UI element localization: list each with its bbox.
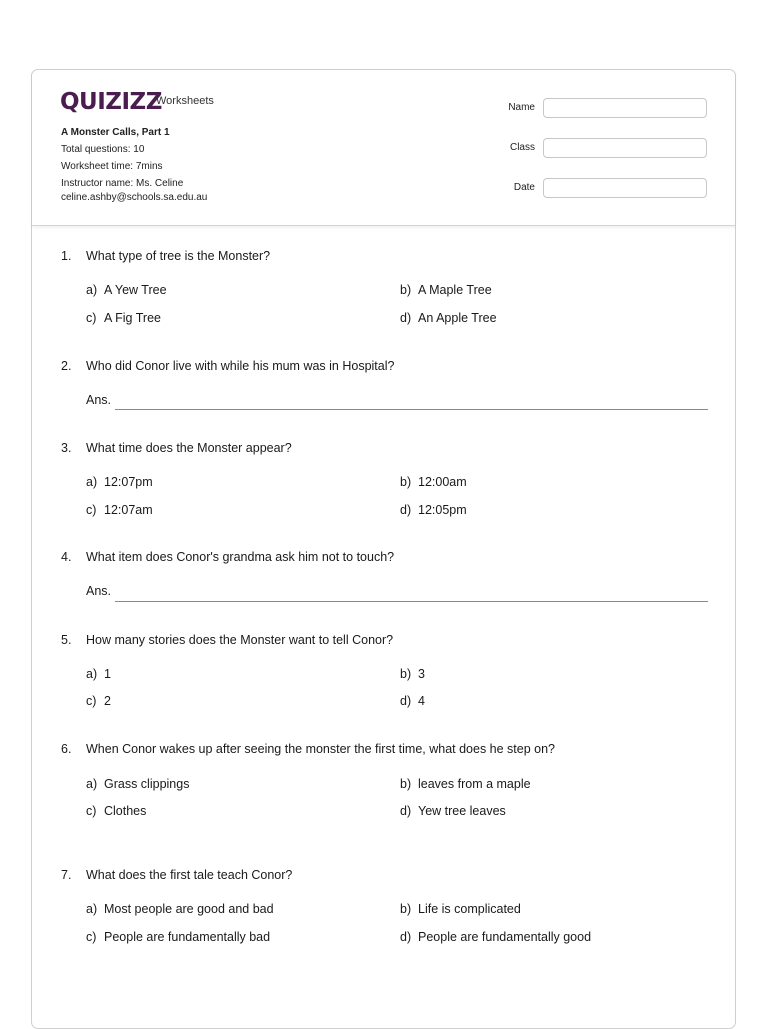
option-letter: b) bbox=[400, 902, 412, 916]
option-text: Most people are good and bad bbox=[104, 902, 274, 916]
answer-line-4[interactable] bbox=[115, 601, 708, 602]
option-letter: c) bbox=[86, 503, 97, 517]
worksheet-time: Worksheet time: 7mins bbox=[61, 161, 163, 172]
total-questions: Total questions: 10 bbox=[61, 144, 145, 155]
name-label: Name bbox=[508, 102, 535, 113]
option-7d[interactable] bbox=[400, 930, 591, 944]
option-6c[interactable] bbox=[86, 804, 146, 818]
question-number: 1. bbox=[61, 249, 72, 263]
option-3d[interactable] bbox=[400, 503, 467, 517]
option-text: People are fundamentally good bbox=[418, 930, 592, 944]
option-6b[interactable] bbox=[400, 777, 531, 791]
option-text: 1 bbox=[104, 667, 111, 681]
option-letter: a) bbox=[86, 667, 98, 681]
option-6a[interactable] bbox=[86, 777, 189, 791]
option-text: 12:05pm bbox=[418, 503, 467, 517]
name-field[interactable] bbox=[543, 98, 707, 118]
option-text: Grass clippings bbox=[104, 777, 190, 791]
option-text: 3 bbox=[418, 667, 425, 681]
option-1c[interactable] bbox=[86, 311, 161, 325]
option-letter: d) bbox=[400, 503, 412, 517]
option-letter: c) bbox=[86, 930, 97, 944]
option-3b[interactable] bbox=[400, 475, 467, 489]
option-letter: d) bbox=[400, 930, 412, 944]
question-text: What does the first tale teach Conor? bbox=[86, 868, 293, 882]
option-text: 12:00am bbox=[418, 475, 467, 489]
option-text: 4 bbox=[418, 694, 425, 708]
class-field[interactable] bbox=[543, 138, 707, 158]
option-text: A Maple Tree bbox=[418, 283, 492, 297]
option-letter: b) bbox=[400, 777, 412, 791]
option-3a[interactable] bbox=[86, 475, 153, 489]
option-letter: c) bbox=[86, 804, 97, 818]
option-5d[interactable] bbox=[400, 694, 425, 708]
question-text: When Conor wakes up after seeing the monster the first time, what does he step on? bbox=[86, 742, 556, 756]
option-3c[interactable] bbox=[86, 503, 153, 517]
option-1b[interactable] bbox=[400, 283, 492, 297]
option-letter: b) bbox=[400, 283, 412, 297]
question-text: What time does the Monster appear? bbox=[86, 441, 292, 455]
class-label: Class bbox=[509, 142, 535, 153]
worksheet-header bbox=[32, 70, 735, 226]
product-name: Worksheets bbox=[156, 95, 214, 107]
question-text: Who did Conor live with while his mum was in Hospital? bbox=[86, 359, 395, 373]
question-number: 5. bbox=[61, 633, 72, 647]
option-text: A Fig Tree bbox=[104, 311, 161, 325]
option-letter: c) bbox=[86, 694, 97, 708]
option-text: 2 bbox=[104, 694, 111, 708]
option-text: leaves from a maple bbox=[418, 777, 531, 791]
option-text: An Apple Tree bbox=[418, 311, 497, 325]
question-number: 6. bbox=[61, 742, 72, 756]
option-text: 12:07pm bbox=[104, 475, 153, 489]
option-letter: a) bbox=[86, 283, 98, 297]
option-letter: c) bbox=[86, 311, 97, 325]
option-letter: d) bbox=[400, 311, 412, 325]
option-letter: a) bbox=[86, 902, 98, 916]
option-1a[interactable] bbox=[86, 283, 167, 297]
option-text: 12:07am bbox=[104, 503, 153, 517]
option-7b[interactable] bbox=[400, 902, 521, 916]
question-text: What type of tree is the Monster? bbox=[86, 249, 271, 263]
instructor-name: Instructor name: Ms. Celine bbox=[61, 178, 184, 189]
option-letter: b) bbox=[400, 475, 412, 489]
instructor-email: celine.ashby@schools.sa.edu.au bbox=[61, 192, 208, 203]
option-text: Clothes bbox=[104, 804, 147, 818]
option-5c[interactable] bbox=[86, 694, 111, 708]
worksheet-title: A Monster Calls, Part 1 bbox=[61, 127, 170, 138]
option-7c[interactable] bbox=[86, 930, 270, 944]
option-1d[interactable] bbox=[400, 311, 497, 325]
option-text: A Yew Tree bbox=[104, 283, 167, 297]
option-text: Yew tree leaves bbox=[418, 804, 506, 818]
answer-line-2[interactable] bbox=[115, 409, 708, 410]
question-number: 7. bbox=[61, 868, 72, 882]
question-text: How many stories does the Monster want to tell Conor? bbox=[86, 633, 394, 647]
answer-label: Ans. bbox=[86, 393, 112, 407]
date-field[interactable] bbox=[543, 178, 707, 198]
question-number: 4. bbox=[61, 550, 72, 564]
answer-label: Ans. bbox=[86, 584, 112, 598]
option-letter: b) bbox=[400, 667, 412, 681]
option-text: Life is complicated bbox=[418, 902, 521, 916]
option-letter: a) bbox=[86, 777, 98, 791]
question-number: 2. bbox=[61, 359, 72, 373]
option-text: People are fundamentally bad bbox=[104, 930, 271, 944]
option-letter: a) bbox=[86, 475, 98, 489]
option-5b[interactable] bbox=[400, 667, 425, 681]
option-5a[interactable] bbox=[86, 667, 111, 681]
quizizz-logo: QUIZIZZ bbox=[60, 89, 162, 115]
option-6d[interactable] bbox=[400, 804, 506, 818]
date-label: Date bbox=[513, 182, 535, 193]
question-text: What item does Conor's grandma ask him not to touch? bbox=[86, 550, 395, 564]
option-letter: d) bbox=[400, 804, 412, 818]
worksheet bbox=[31, 69, 736, 1029]
question-number: 3. bbox=[61, 441, 72, 455]
option-7a[interactable] bbox=[86, 902, 274, 916]
option-letter: d) bbox=[400, 694, 412, 708]
